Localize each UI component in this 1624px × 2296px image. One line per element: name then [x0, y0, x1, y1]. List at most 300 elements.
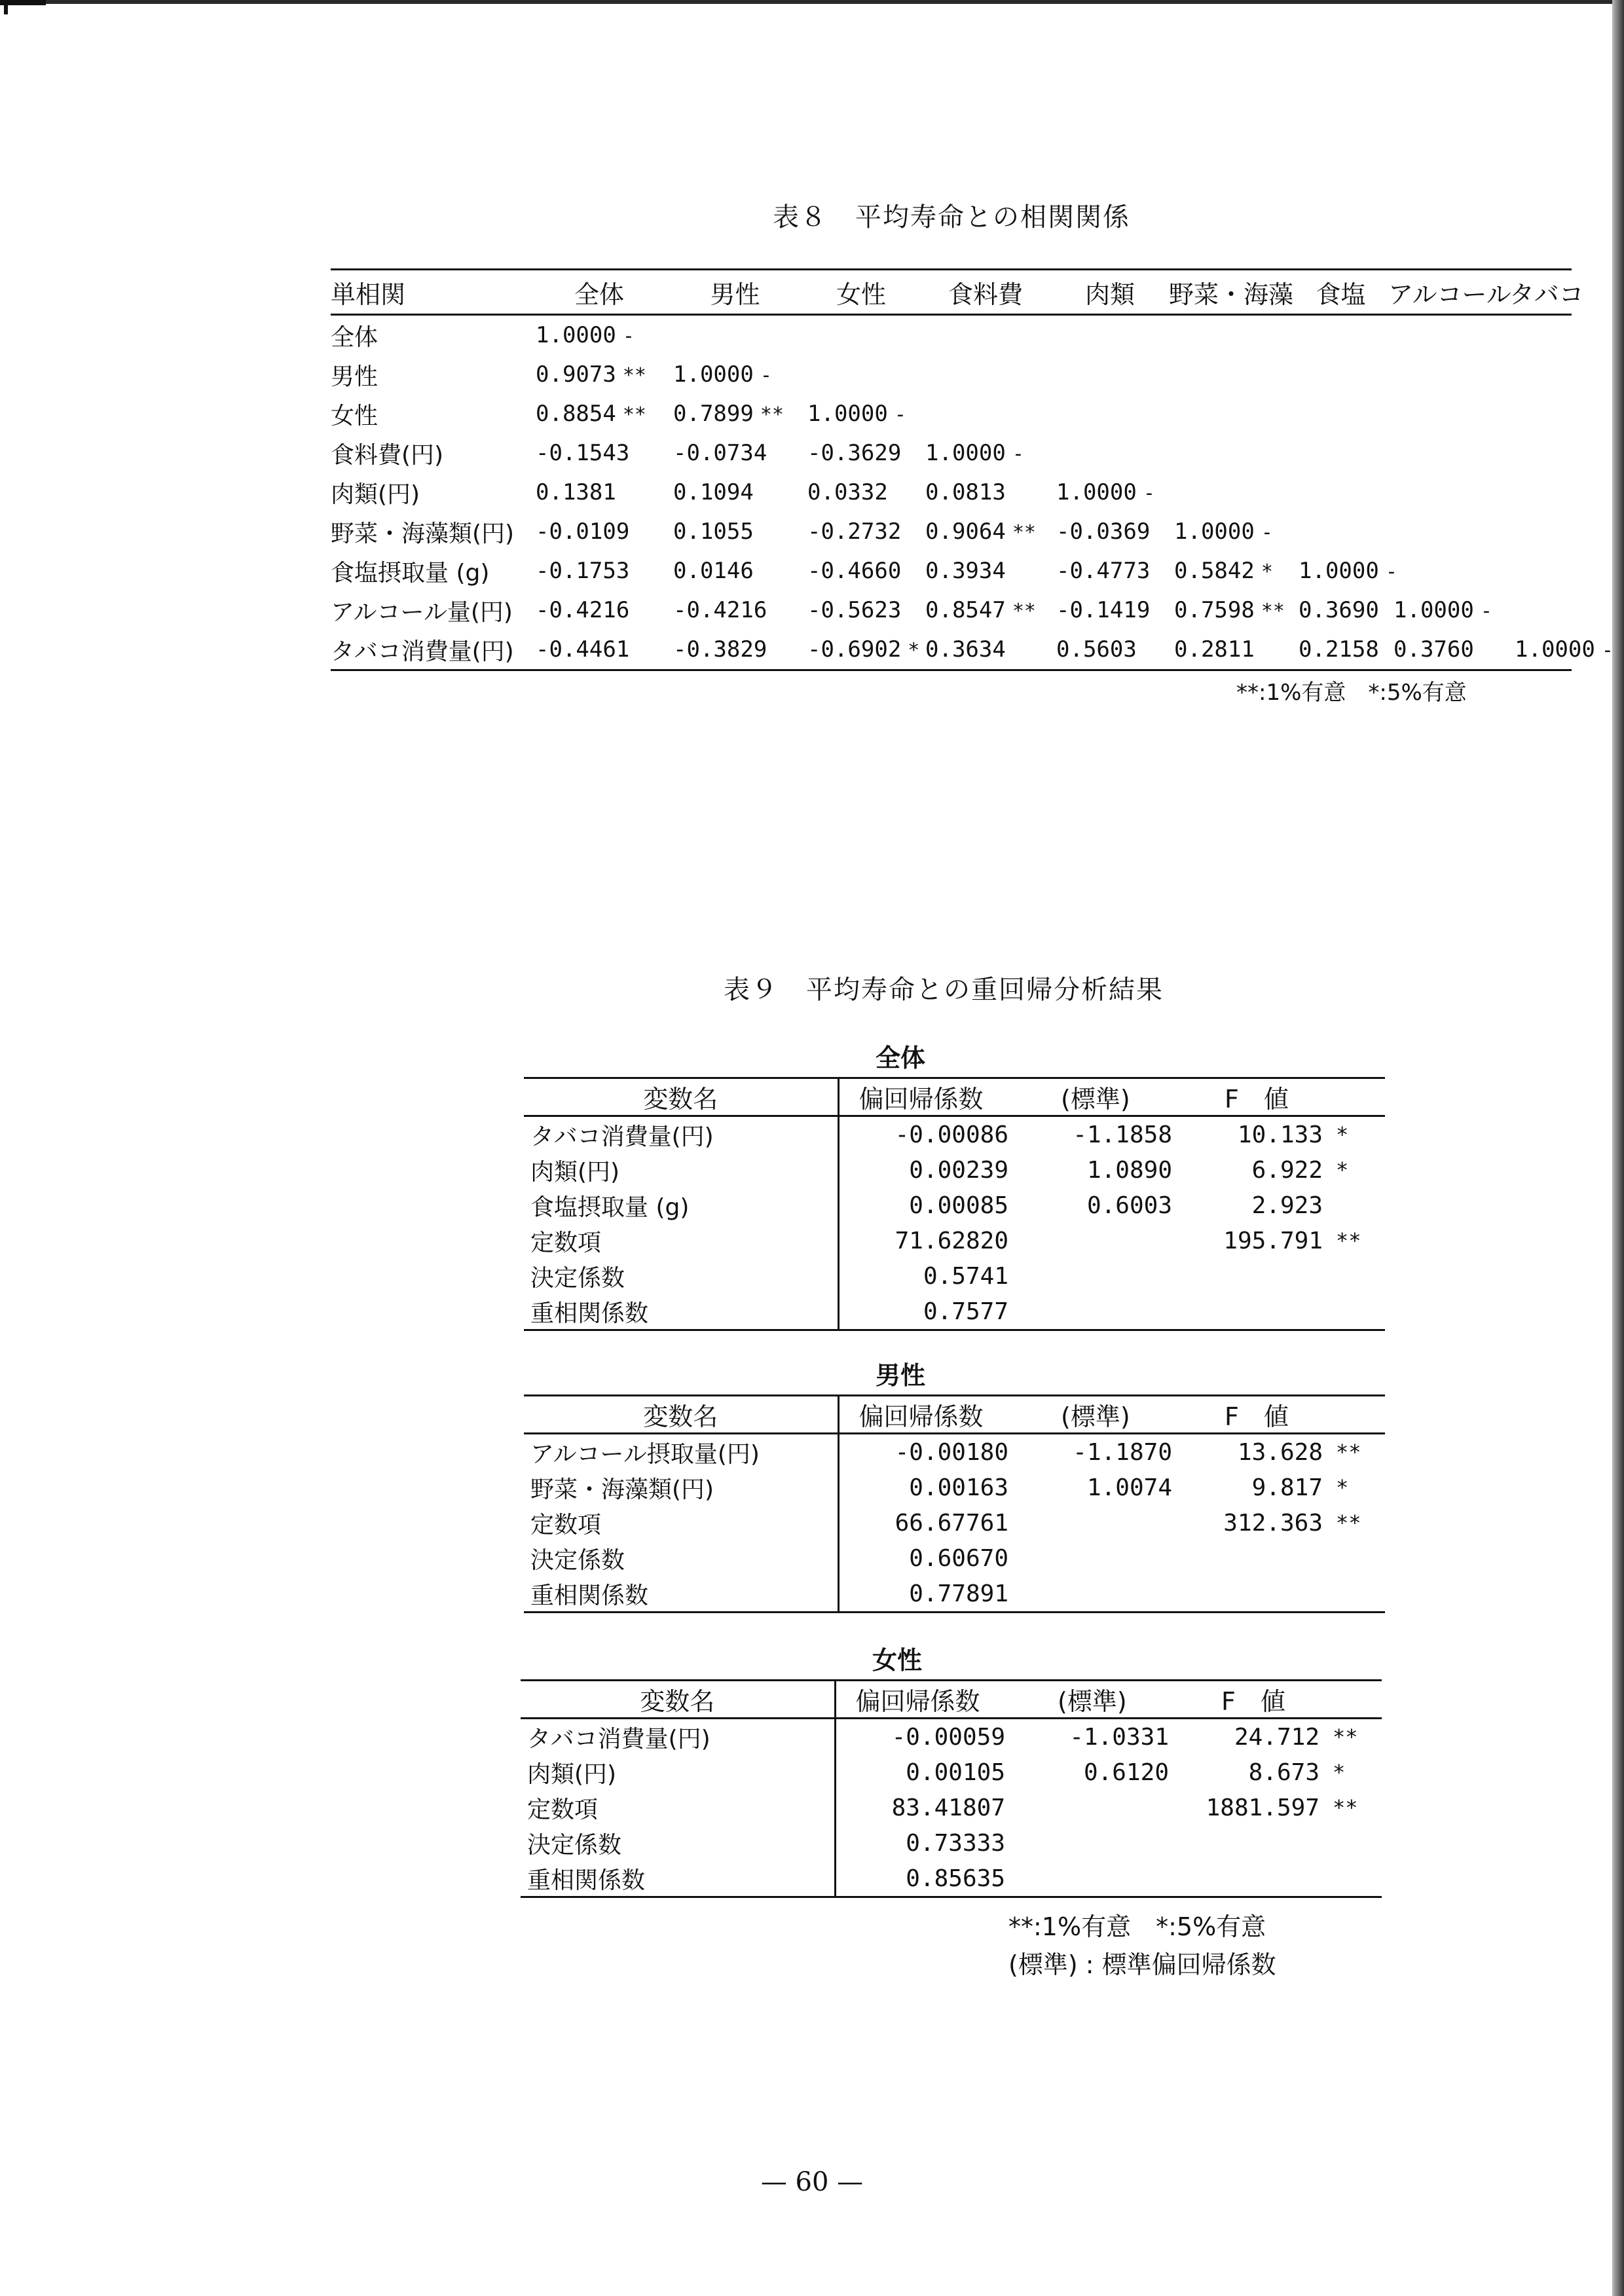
correlation-cell [1169, 315, 1293, 355]
correlation-value: 0.0332 [807, 479, 888, 505]
correlation-cell [1293, 630, 1388, 670]
correlation-cell [1169, 433, 1293, 473]
correlation-row [331, 630, 1572, 670]
f-value: 10.133 [1237, 1121, 1323, 1148]
correlation-row-label: 野菜・海藻類(円) [331, 520, 515, 547]
significance-mark: ** [1333, 1795, 1358, 1820]
correlation-cell [668, 473, 802, 512]
correlation-cell [802, 591, 920, 630]
header-variable-name: 変数名 [524, 1078, 838, 1116]
correlation-cell [920, 473, 1051, 512]
partial-regression-coefficient: -0.00086 [895, 1121, 1008, 1148]
variable-name: アルコール摂取量(円) [524, 1434, 838, 1470]
variable-name: 肉類(円) [524, 1152, 838, 1188]
correlation-cell [1388, 355, 1509, 394]
correlation-value: 1.0000 [807, 401, 888, 427]
correlation-value: 1.0000 [536, 322, 616, 348]
standardized-coefficient: -1.1858 [1073, 1121, 1172, 1148]
header-vegetable-seaweed: 野菜・海藻 [1169, 270, 1293, 315]
correlation-cell [1169, 394, 1293, 433]
correlation-cell [530, 394, 668, 433]
correlation-value: -0.0734 [673, 440, 767, 466]
f-value [1189, 1825, 1326, 1861]
correlation-cell [1293, 315, 1388, 355]
correlation-table [331, 268, 1614, 671]
correlation-value: 1.0000 [1174, 519, 1255, 545]
correlation-value: -0.1419 [1056, 597, 1151, 623]
regression-row [524, 1258, 1385, 1294]
correlation-cell [1169, 473, 1293, 512]
regression-row [524, 1152, 1385, 1188]
variable-name: 定数項 [521, 1790, 835, 1825]
header-standardized: (標準) [1035, 1396, 1192, 1434]
correlation-cell [1293, 394, 1388, 433]
variable-name: 重相関係数 [524, 1294, 838, 1330]
regression-row [521, 1825, 1382, 1861]
variable-name: タバコ消費量(円) [521, 1719, 835, 1755]
correlation-cell [1169, 591, 1293, 630]
f-value: 2.923 [1251, 1192, 1323, 1219]
f-value [1192, 1258, 1329, 1294]
header-f-value: F 値 [1192, 1396, 1329, 1434]
correlation-cell [920, 591, 1051, 630]
correlation-value: 0.1381 [536, 479, 616, 505]
correlation-value: 0.8854 [536, 401, 616, 427]
correlation-cell [802, 630, 920, 670]
variable-name: 決定係数 [524, 1540, 838, 1576]
standardized-coefficient [1035, 1294, 1192, 1330]
correlation-cell [668, 394, 802, 433]
f-value: 6.922 [1251, 1156, 1323, 1184]
correlation-cell [530, 473, 668, 512]
significance-mark: - [1385, 560, 1397, 583]
significance-mark: * [1261, 560, 1273, 583]
regression-row [524, 1116, 1385, 1153]
partial-regression-coefficient: 0.85635 [835, 1861, 1031, 1897]
header-mark [1326, 1681, 1382, 1719]
correlation-cell [530, 512, 668, 551]
variable-name: 決定係数 [524, 1258, 838, 1294]
regression-row [524, 1505, 1385, 1540]
correlation-cell [1388, 394, 1509, 433]
correlation-cell [1509, 473, 1572, 512]
correlation-cell [802, 512, 920, 551]
correlation-row-label: 女性 [331, 402, 378, 429]
correlation-cell [1509, 591, 1572, 630]
correlation-cell [1509, 630, 1614, 670]
significance-mark: ** [622, 364, 646, 387]
significance-mark [1329, 1294, 1385, 1330]
correlation-cell [668, 512, 802, 551]
correlation-value: 0.1094 [673, 479, 754, 505]
correlation-cell [1388, 591, 1509, 630]
significance-mark [1326, 1825, 1382, 1861]
correlation-value: 0.7598 [1174, 597, 1255, 623]
significance-mark: - [1143, 482, 1155, 505]
page-number: — 60 — [760, 2167, 864, 2197]
correlation-value: 1.0000 [1056, 479, 1137, 505]
f-value [1192, 1576, 1329, 1613]
correlation-value: 0.3760 [1393, 636, 1474, 663]
correlation-cell [530, 551, 668, 591]
correlation-cell [1293, 591, 1388, 630]
significance-mark: - [894, 403, 906, 426]
correlation-cell [1051, 591, 1169, 630]
standardized-coefficient: 0.6120 [1083, 1758, 1169, 1786]
variable-name: 定数項 [524, 1223, 838, 1258]
f-value [1192, 1294, 1329, 1330]
correlation-value: -0.1753 [536, 558, 630, 584]
header-tobacco: タバコ [1509, 270, 1572, 315]
correlation-value: 1.0000 [1299, 558, 1379, 584]
partial-regression-coefficient: 0.5741 [923, 1262, 1008, 1290]
correlation-value: -0.1543 [536, 440, 630, 466]
correlation-value: 0.2158 [1299, 636, 1379, 663]
correlation-cell [1169, 355, 1293, 394]
correlation-cell [1051, 551, 1169, 591]
standardized-coefficient: -1.1870 [1073, 1438, 1172, 1466]
significance-mark: ** [1336, 1510, 1361, 1535]
correlation-value: 0.9064 [925, 519, 1006, 545]
regression-row [521, 1755, 1382, 1790]
header-food-cost: 食料費 [920, 270, 1051, 315]
correlation-value: -0.0369 [1056, 519, 1151, 545]
regression-table-all [524, 1077, 1385, 1331]
partial-regression-coefficient: 0.73333 [906, 1829, 1005, 1857]
correlation-cell [1169, 551, 1293, 591]
scan-right-edge [1612, 0, 1624, 2296]
standardized-coefficient: 0.6003 [1086, 1192, 1172, 1219]
correlation-cell [1388, 433, 1509, 473]
correlation-cell [802, 473, 920, 512]
regression-row [524, 1223, 1385, 1258]
standardized-coefficient [1031, 1861, 1189, 1897]
significance-mark: - [1261, 521, 1273, 544]
correlation-value: 0.9073 [536, 361, 616, 388]
header-standardized: (標準) [1031, 1681, 1189, 1719]
standardized-coefficient [1035, 1223, 1192, 1258]
regression-header-row [524, 1396, 1385, 1434]
significance-mark: ** [1333, 1724, 1358, 1749]
variable-name: 決定係数 [521, 1825, 835, 1861]
correlation-row-label: タバコ消費量(円) [331, 630, 530, 670]
correlation-cell [802, 551, 920, 591]
correlation-cell [1051, 315, 1169, 355]
partial-regression-coefficient: 0.00239 [909, 1156, 1008, 1184]
significance-mark [1326, 1861, 1382, 1897]
partial-regression-coefficient: 0.77891 [838, 1576, 1035, 1613]
correlation-cell [1509, 433, 1572, 473]
correlation-cell [1293, 473, 1388, 512]
header-meat: 肉類 [1051, 270, 1169, 315]
significance-mark: ** [1336, 1440, 1361, 1465]
standardized-coefficient: 1.0890 [1086, 1156, 1172, 1184]
significance-mark: * [1336, 1122, 1349, 1147]
partial-regression-coefficient: -0.00180 [895, 1438, 1008, 1466]
correlation-cell [1509, 394, 1572, 433]
correlation-cell [668, 433, 802, 473]
correlation-value: 0.5603 [1056, 636, 1137, 663]
partial-regression-coefficient: 0.00085 [909, 1192, 1008, 1219]
header-tansokan: 単相関 [331, 270, 530, 315]
correlation-row [331, 433, 1572, 473]
significance-mark: * [1336, 1157, 1349, 1182]
correlation-cell [1293, 551, 1397, 591]
correlation-cell [1509, 315, 1572, 355]
correlation-row [331, 591, 1572, 630]
correlation-cell [530, 355, 668, 394]
correlation-row [331, 315, 1572, 355]
header-female: 女性 [802, 270, 920, 315]
f-value: 1881.597 [1206, 1794, 1320, 1821]
correlation-cell [1051, 630, 1169, 670]
correlation-value: -0.0109 [536, 519, 630, 545]
regression-row [524, 1540, 1385, 1576]
variable-name: 肉類(円) [521, 1755, 835, 1790]
regression-header-row [521, 1681, 1382, 1719]
correlation-row-label: 肉類(円) [331, 481, 420, 508]
correlation-cell [530, 630, 668, 670]
f-value: 312.363 [1223, 1509, 1323, 1537]
f-value: 13.628 [1237, 1438, 1323, 1466]
significance-mark: - [622, 325, 635, 348]
significance-mark: ** [1012, 600, 1036, 623]
standardized-coefficient-note: (標準) : 標準偏回帰係数 [1008, 1950, 1276, 1979]
correlation-value: -0.2732 [807, 519, 902, 545]
standardized-coefficient [1035, 1258, 1192, 1294]
correlation-value: 1.0000 [925, 440, 1006, 466]
variable-name: 重相関係数 [521, 1861, 835, 1897]
significance-mark: ** [760, 403, 784, 426]
header-variable-name: 変数名 [524, 1396, 838, 1434]
correlation-row [331, 394, 1572, 433]
correlation-row-label: アルコール量(円) [331, 598, 513, 626]
partial-regression-coefficient: 0.00163 [909, 1474, 1008, 1501]
regression-title-female: 女性 [872, 1646, 922, 1675]
correlation-value: 1.0000 [673, 361, 754, 388]
standardized-coefficient [1035, 1540, 1192, 1576]
correlation-cell [668, 551, 802, 591]
correlation-cell [1388, 315, 1509, 355]
correlation-value: -0.4216 [536, 597, 630, 623]
correlation-value: -0.4216 [673, 597, 767, 623]
correlation-row-label: 食塩摂取量 (g) [331, 559, 490, 587]
correlation-cell [1169, 630, 1293, 670]
standardized-coefficient [1031, 1825, 1189, 1861]
partial-regression-coefficient: 0.7577 [838, 1294, 1035, 1330]
standardized-coefficient: 1.0074 [1086, 1474, 1172, 1501]
correlation-cell [1509, 355, 1572, 394]
correlation-row-label: 食料費(円) [331, 441, 444, 469]
partial-regression-coefficient: 66.67761 [895, 1509, 1008, 1537]
correlation-cell [1388, 630, 1509, 670]
partial-regression-coefficient: 0.00105 [906, 1758, 1005, 1786]
correlation-value: 0.5842 [1174, 558, 1255, 584]
correlation-row [331, 473, 1572, 512]
regression-row [524, 1434, 1385, 1470]
correlation-header-row [331, 270, 1572, 315]
header-f-value: F 値 [1192, 1078, 1329, 1116]
regression-row [521, 1719, 1382, 1755]
significance-mark: - [1601, 639, 1614, 662]
correlation-cell [668, 355, 802, 394]
correlation-value: 0.2811 [1174, 636, 1255, 663]
correlation-cell [1169, 512, 1293, 551]
header-mark [1329, 1078, 1385, 1116]
variable-name: 定数項 [524, 1505, 838, 1540]
correlation-value: 0.3934 [925, 558, 1006, 584]
standardized-coefficient [1031, 1790, 1189, 1825]
f-value: 8.673 [1248, 1758, 1320, 1786]
significance-mark [1329, 1258, 1385, 1294]
header-partial-regression-coefficient: 偏回帰係数 [838, 1078, 1035, 1116]
correlation-cell [1509, 512, 1572, 551]
regression-title-all: 全体 [875, 1044, 925, 1072]
regression-header-row [524, 1078, 1385, 1116]
correlation-cell [1293, 355, 1388, 394]
f-value [1192, 1540, 1329, 1576]
correlation-cell [530, 433, 668, 473]
correlation-cell [802, 394, 920, 433]
scan-corner-mark-vertical [4, 0, 8, 14]
header-alcohol: アルコール [1388, 270, 1509, 315]
correlation-value: -0.3629 [807, 440, 902, 466]
correlation-value: -0.5623 [807, 597, 902, 623]
variable-name: 野菜・海藻類(円) [524, 1470, 838, 1505]
standardized-coefficient [1035, 1576, 1192, 1613]
partial-regression-coefficient: 71.62820 [895, 1227, 1008, 1254]
correlation-cell [802, 433, 920, 473]
correlation-cell [1385, 551, 1509, 591]
table9-caption: 表９ 平均寿命との重回帰分析結果 [724, 975, 1164, 1005]
regression-row [524, 1188, 1385, 1223]
significance-mark: ** [1012, 521, 1036, 544]
significance-mark [1329, 1576, 1385, 1613]
correlation-cell [920, 630, 1051, 670]
significance-mark: * [908, 639, 920, 662]
correlation-cell [530, 315, 668, 355]
significance-mark: ** [1336, 1228, 1361, 1253]
f-value: 195.791 [1223, 1227, 1323, 1254]
correlation-value: 0.0146 [673, 558, 754, 584]
correlation-cell [1293, 433, 1388, 473]
standardized-coefficient: -1.0331 [1069, 1723, 1169, 1751]
correlation-row [331, 512, 1572, 551]
correlation-value: 0.3690 [1299, 597, 1379, 623]
variable-name: タバコ消費量(円) [524, 1116, 838, 1153]
correlation-value: -0.4461 [536, 636, 630, 663]
correlation-row [331, 355, 1572, 394]
significance-mark: * [1333, 1760, 1346, 1785]
correlation-row [331, 551, 1572, 591]
regression-table-male [524, 1394, 1385, 1613]
correlation-cell [1051, 433, 1169, 473]
significance-mark: * [1336, 1475, 1349, 1500]
regression-title-male: 男性 [875, 1361, 925, 1390]
significance-mark: - [1012, 443, 1024, 465]
table8-caption: 表８ 平均寿命との相関関係 [773, 202, 1130, 232]
header-partial-regression-coefficient: 偏回帰係数 [835, 1681, 1031, 1719]
header-variable-name: 変数名 [521, 1681, 835, 1719]
regression-row [524, 1294, 1385, 1330]
regression-table-female [521, 1679, 1382, 1898]
correlation-cell [1051, 394, 1169, 433]
correlation-value: 0.8547 [925, 597, 1006, 623]
f-value [1189, 1861, 1326, 1897]
f-value: 9.817 [1251, 1474, 1323, 1501]
regression-significance-note: **:1%有意 *:5%有意 [1008, 1912, 1266, 1941]
correlation-value: -0.4660 [807, 558, 902, 584]
regression-row [521, 1861, 1382, 1897]
significance-mark: ** [1261, 600, 1285, 623]
header-all: 全体 [530, 270, 668, 315]
significance-mark [1329, 1188, 1385, 1223]
correlation-cell [668, 315, 802, 355]
correlation-cell [530, 591, 668, 630]
correlation-cell [1388, 473, 1509, 512]
regression-row [521, 1790, 1382, 1825]
correlation-value: -0.4773 [1056, 558, 1151, 584]
header-mark [1329, 1396, 1385, 1434]
correlation-value: 0.1055 [673, 519, 754, 545]
correlation-cell [1388, 512, 1509, 551]
header-salt: 食塩 [1293, 270, 1388, 315]
correlation-cell [920, 433, 1051, 473]
correlation-row-label: 全体 [331, 323, 378, 351]
header-f-value: F 値 [1189, 1681, 1326, 1719]
correlation-value: 0.0813 [925, 479, 1006, 505]
regression-row [524, 1470, 1385, 1505]
correlation-value: 0.7899 [673, 401, 754, 427]
correlation-cell [1051, 473, 1169, 512]
correlation-cell [668, 630, 802, 670]
significance-mark: - [760, 364, 772, 387]
correlation-cell [1051, 355, 1169, 394]
variable-name: 重相関係数 [524, 1576, 838, 1613]
correlation-cell [920, 394, 1051, 433]
correlation-value: 0.3634 [925, 636, 1006, 663]
regression-row [524, 1576, 1385, 1613]
variable-name: 食塩摂取量 (g) [524, 1188, 838, 1223]
significance-mark: - [1480, 600, 1492, 623]
correlation-cell [1051, 512, 1169, 551]
correlation-significance-note: **:1%有意 *:5%有意 [1236, 680, 1467, 706]
correlation-cell [1509, 551, 1572, 591]
correlation-cell [920, 551, 1051, 591]
significance-mark: ** [622, 403, 646, 426]
partial-regression-coefficient: 0.60670 [909, 1544, 1008, 1572]
correlation-cell [1293, 512, 1388, 551]
correlation-value: 1.0000 [1393, 597, 1474, 623]
correlation-cell [920, 355, 1051, 394]
standardized-coefficient [1035, 1505, 1192, 1540]
correlation-cell [920, 315, 1051, 355]
correlation-cell [802, 355, 920, 394]
correlation-value: 1.0000 [1515, 636, 1595, 663]
header-male: 男性 [668, 270, 802, 315]
significance-mark [1329, 1540, 1385, 1576]
correlation-value: -0.6902 [807, 636, 902, 663]
partial-regression-coefficient: 83.41807 [891, 1794, 1005, 1821]
correlation-cell [668, 591, 802, 630]
correlation-row-label: 男性 [331, 363, 378, 390]
header-partial-regression-coefficient: 偏回帰係数 [838, 1396, 1035, 1434]
scan-top-edge [39, 0, 1624, 4]
f-value: 24.712 [1234, 1723, 1320, 1751]
header-standardized: (標準) [1035, 1078, 1192, 1116]
correlation-value: -0.3829 [673, 636, 767, 663]
correlation-cell [802, 315, 920, 355]
